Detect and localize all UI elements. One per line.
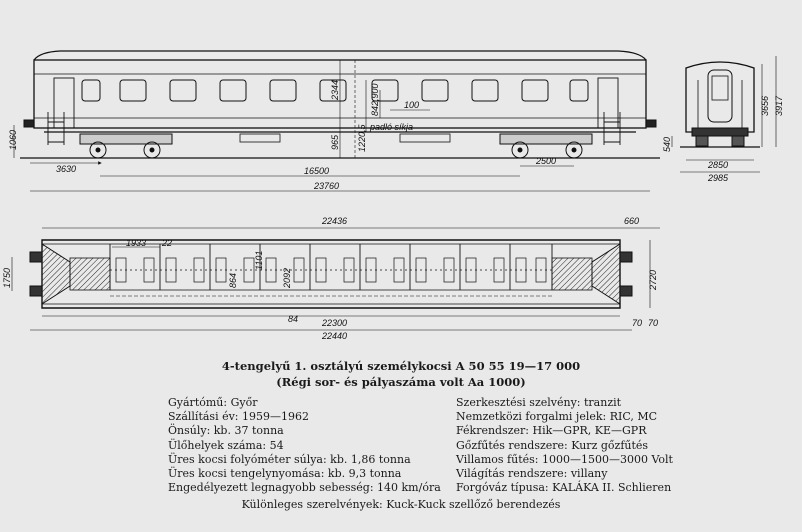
spec-right-item: Villamos fűtés: 1000—1500—3000 Volt [456, 452, 673, 466]
dim-body-length: 22436 [322, 216, 348, 226]
dim-floor-mark: 842,900 [370, 83, 380, 116]
floor-plane-label: padló síkja [370, 122, 414, 132]
dim-window-top: 2344 [330, 79, 340, 100]
dim-plan-width: 2720 [648, 269, 658, 290]
spec-left-item: Ülőhelyek száma: 54 [168, 438, 284, 452]
bogie-left [80, 134, 172, 158]
dim-wheel-height: 1060 [8, 129, 18, 150]
dim-floor-offset: 100 [404, 100, 420, 110]
dim-width-body: 2850 [708, 160, 729, 170]
dim-overhang: 3630 [56, 164, 77, 174]
spec-left-item: Gyártómű: Győr [168, 396, 258, 409]
plan-view [12, 228, 660, 330]
specs-left [168, 396, 441, 495]
dim-bogie-distance: 16500 [304, 166, 330, 176]
dim-floor-height: 965 [330, 134, 340, 150]
spec-right-item: Forgóváz típusa: KALÁKA II. Schlieren [456, 481, 672, 495]
spec-left-item: Engedélyezett legnagyobb sebesség: 140 km/óra [168, 481, 441, 495]
side-view [14, 51, 660, 191]
dim-buffer-overhang: 660 [624, 216, 640, 226]
special-equipment: Különleges szerelvények: Kuck-Kuck szellőző berendezés [241, 498, 561, 511]
dim-step: 540 [662, 136, 672, 152]
dim-width-total: 2985 [708, 173, 729, 183]
bogie-right [500, 134, 592, 158]
dim-total-length: 23760 [314, 181, 340, 191]
dim-door-width: 1101 [254, 250, 264, 270]
spec-right-item: Gőzfűtés rendszere: Kurz gőzfűtés [456, 438, 649, 452]
dim-end-70a: 70 [632, 318, 643, 328]
caption-subtitle: (Régi sor- és pályaszáma volt Aa 1000) [276, 375, 526, 389]
dim-end-70b: 70 [648, 318, 659, 328]
spec-right-item: Nemzetközi forgalmi jelek: RIC, MC [456, 410, 658, 424]
dim-height-body: 3656 [760, 95, 770, 116]
dim-partition: 22 [162, 238, 173, 248]
dim-inner-length: 22300 [322, 318, 348, 328]
dim-compartment-width: 1933 [126, 238, 147, 248]
specs-right [456, 396, 673, 495]
dim-bogie-wheelbase: 2500 [536, 156, 557, 166]
dim-step-height: 1220,5 [357, 124, 367, 152]
spec-left-item: Szállítási év: 1959—1962 [168, 410, 309, 424]
dim-aisle-pos: 2092 [282, 267, 292, 288]
spec-right-item: Világítás rendszere: villany [456, 466, 608, 480]
end-view-dimensions [662, 95, 784, 183]
spec-left-item: Önsúly: kb. 37 tonna [168, 424, 284, 438]
dim-height-total: 3917 [774, 95, 784, 116]
dim-seat-depth: 864 [228, 272, 238, 288]
spec-right-item: Fékrendszer: Hik—GPR, KE—GPR [456, 424, 647, 438]
dim-over-buffers: 22440 [322, 331, 348, 340]
caption-title: 4-tengelyű 1. osztályú személykocsi A 50 55 19—17 000 [221, 359, 581, 373]
dim-wall: 84 [288, 314, 299, 324]
dim-buffer-spacing: 1750 [2, 267, 12, 288]
spec-left-item: Üres kocsi tengelynyomása: kb. 9,3 tonna [168, 466, 402, 480]
spec-right-item: Szerkesztési szelvény: tranzit [456, 396, 622, 409]
spec-left-item: Üres kocsi folyóméter súlya: kb. 1,86 tonna [168, 452, 411, 466]
